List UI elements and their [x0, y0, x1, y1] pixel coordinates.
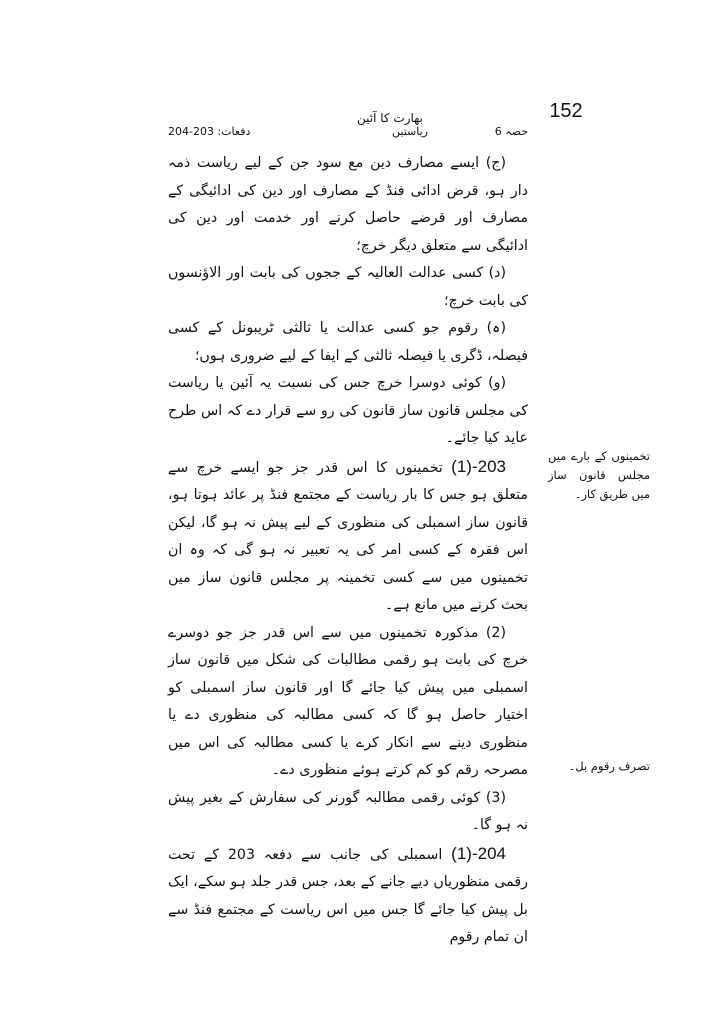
article-204-clause-1 — [168, 840, 528, 952]
running-title: بھارت کا آئین — [356, 111, 424, 125]
article-203-clause-1 — [168, 453, 528, 620]
margin-note-article-203: تخمینوں کے بارے میں مجلس قانون ساز میں طریق کار۔ — [548, 449, 650, 501]
part-name: ریاستیں — [392, 125, 428, 138]
clause-f: (و) کوئی دوسرا خرچ جس کی نسبت یہ آئین یا ریاست کی مجلس قانون ساز قانون کی رو سے قرار دے کہ اس طرح عاید کیا جائے۔ — [168, 375, 528, 446]
article-203-clause-3: (3) کوئی رقمی مطالبہ گورنر کی سفارش کے بغیر پیش نہ ہو گا۔ — [168, 789, 528, 833]
page-number: 152 — [549, 100, 583, 122]
clause-d: (د) کسی عدالت العالیہ کے ججوں کی بابت اور الاؤنسوں کی بابت خرچ؛ — [168, 265, 528, 309]
article-203-number: 203-(1) — [451, 456, 506, 476]
article-204-number: 204-(1) — [451, 843, 506, 863]
article-203-text: تخمینوں کا اس قدر جز جو ایسے خرچ سے متعلق ہو جس کا بار ریاست کے مجتمع فنڈ پر عائد ہوتا ہو، قانون ساز اسمبلی کی منظوری کے لیے پیش نہ ہو گا، لیکن اس فقرہ کے کسی امر کی یہ تعبیر نہ ہو گی کہ وہ ان تخمینوں میں سے کسی تخمینہ پر مجلس قانون ساز میں بحث کرنے میں مانع ہے۔ — [168, 459, 528, 613]
margin-note-article-204: تصرف رقوم بل۔ — [568, 759, 650, 773]
body-text — [168, 150, 528, 952]
clause-c: (ج) ایسے مصارف دین مع سود جن کے لیے ریاست ذمہ دار ہو، قرض ادائی فنڈ کے مصارف اور دین کی ادائیگی کے مصارف اور قرضے حاصل کرنے اور خدمت اور دین کی ادائیگی سے متعلق دیگر خرچ؛ — [168, 155, 528, 254]
article-203-clause-2: (2) مذکورہ تخمینوں میں سے اس قدر جز جو دوسرے خرچ کی بابت ہو رقمی مطالبات کی شکل میں قانون ساز اسمبلی میں پیش کیا جائے گا اور قانون ساز اسمبلی کو اختیار حاصل ہو گا کہ کسی مطالبہ کی منظوری دے یا منظوری دینے سے انکار کرے یا کسی مطالبہ کی اس میں مصرحہ رقم کو کم کرتے ہوئے منظوری دے۔ — [168, 624, 528, 778]
part-label: حصہ 6 — [494, 125, 528, 138]
articles-label: دفعات: 203-204 — [168, 125, 251, 138]
section-header — [168, 125, 528, 141]
clause-e: (ہ) رقوم جو کسی عدالت یا ثالثی ٹریبونل کے کسی فیصلہ، ڈگری یا فیصلہ ثالثی کے ایفا کے لیے ضروری ہوں؛ — [168, 320, 528, 364]
article-204-text: اسمبلی کی جانب سے دفعہ 203 کے تحت رقمی منظوریاں دیے جانے کے بعد، جس قدر جلد ہو سکے، ایک بل پیش کیا جائے گا جس میں اس ریاست کے مجتمع فنڈ سے ان تمام رقوم — [168, 846, 528, 945]
